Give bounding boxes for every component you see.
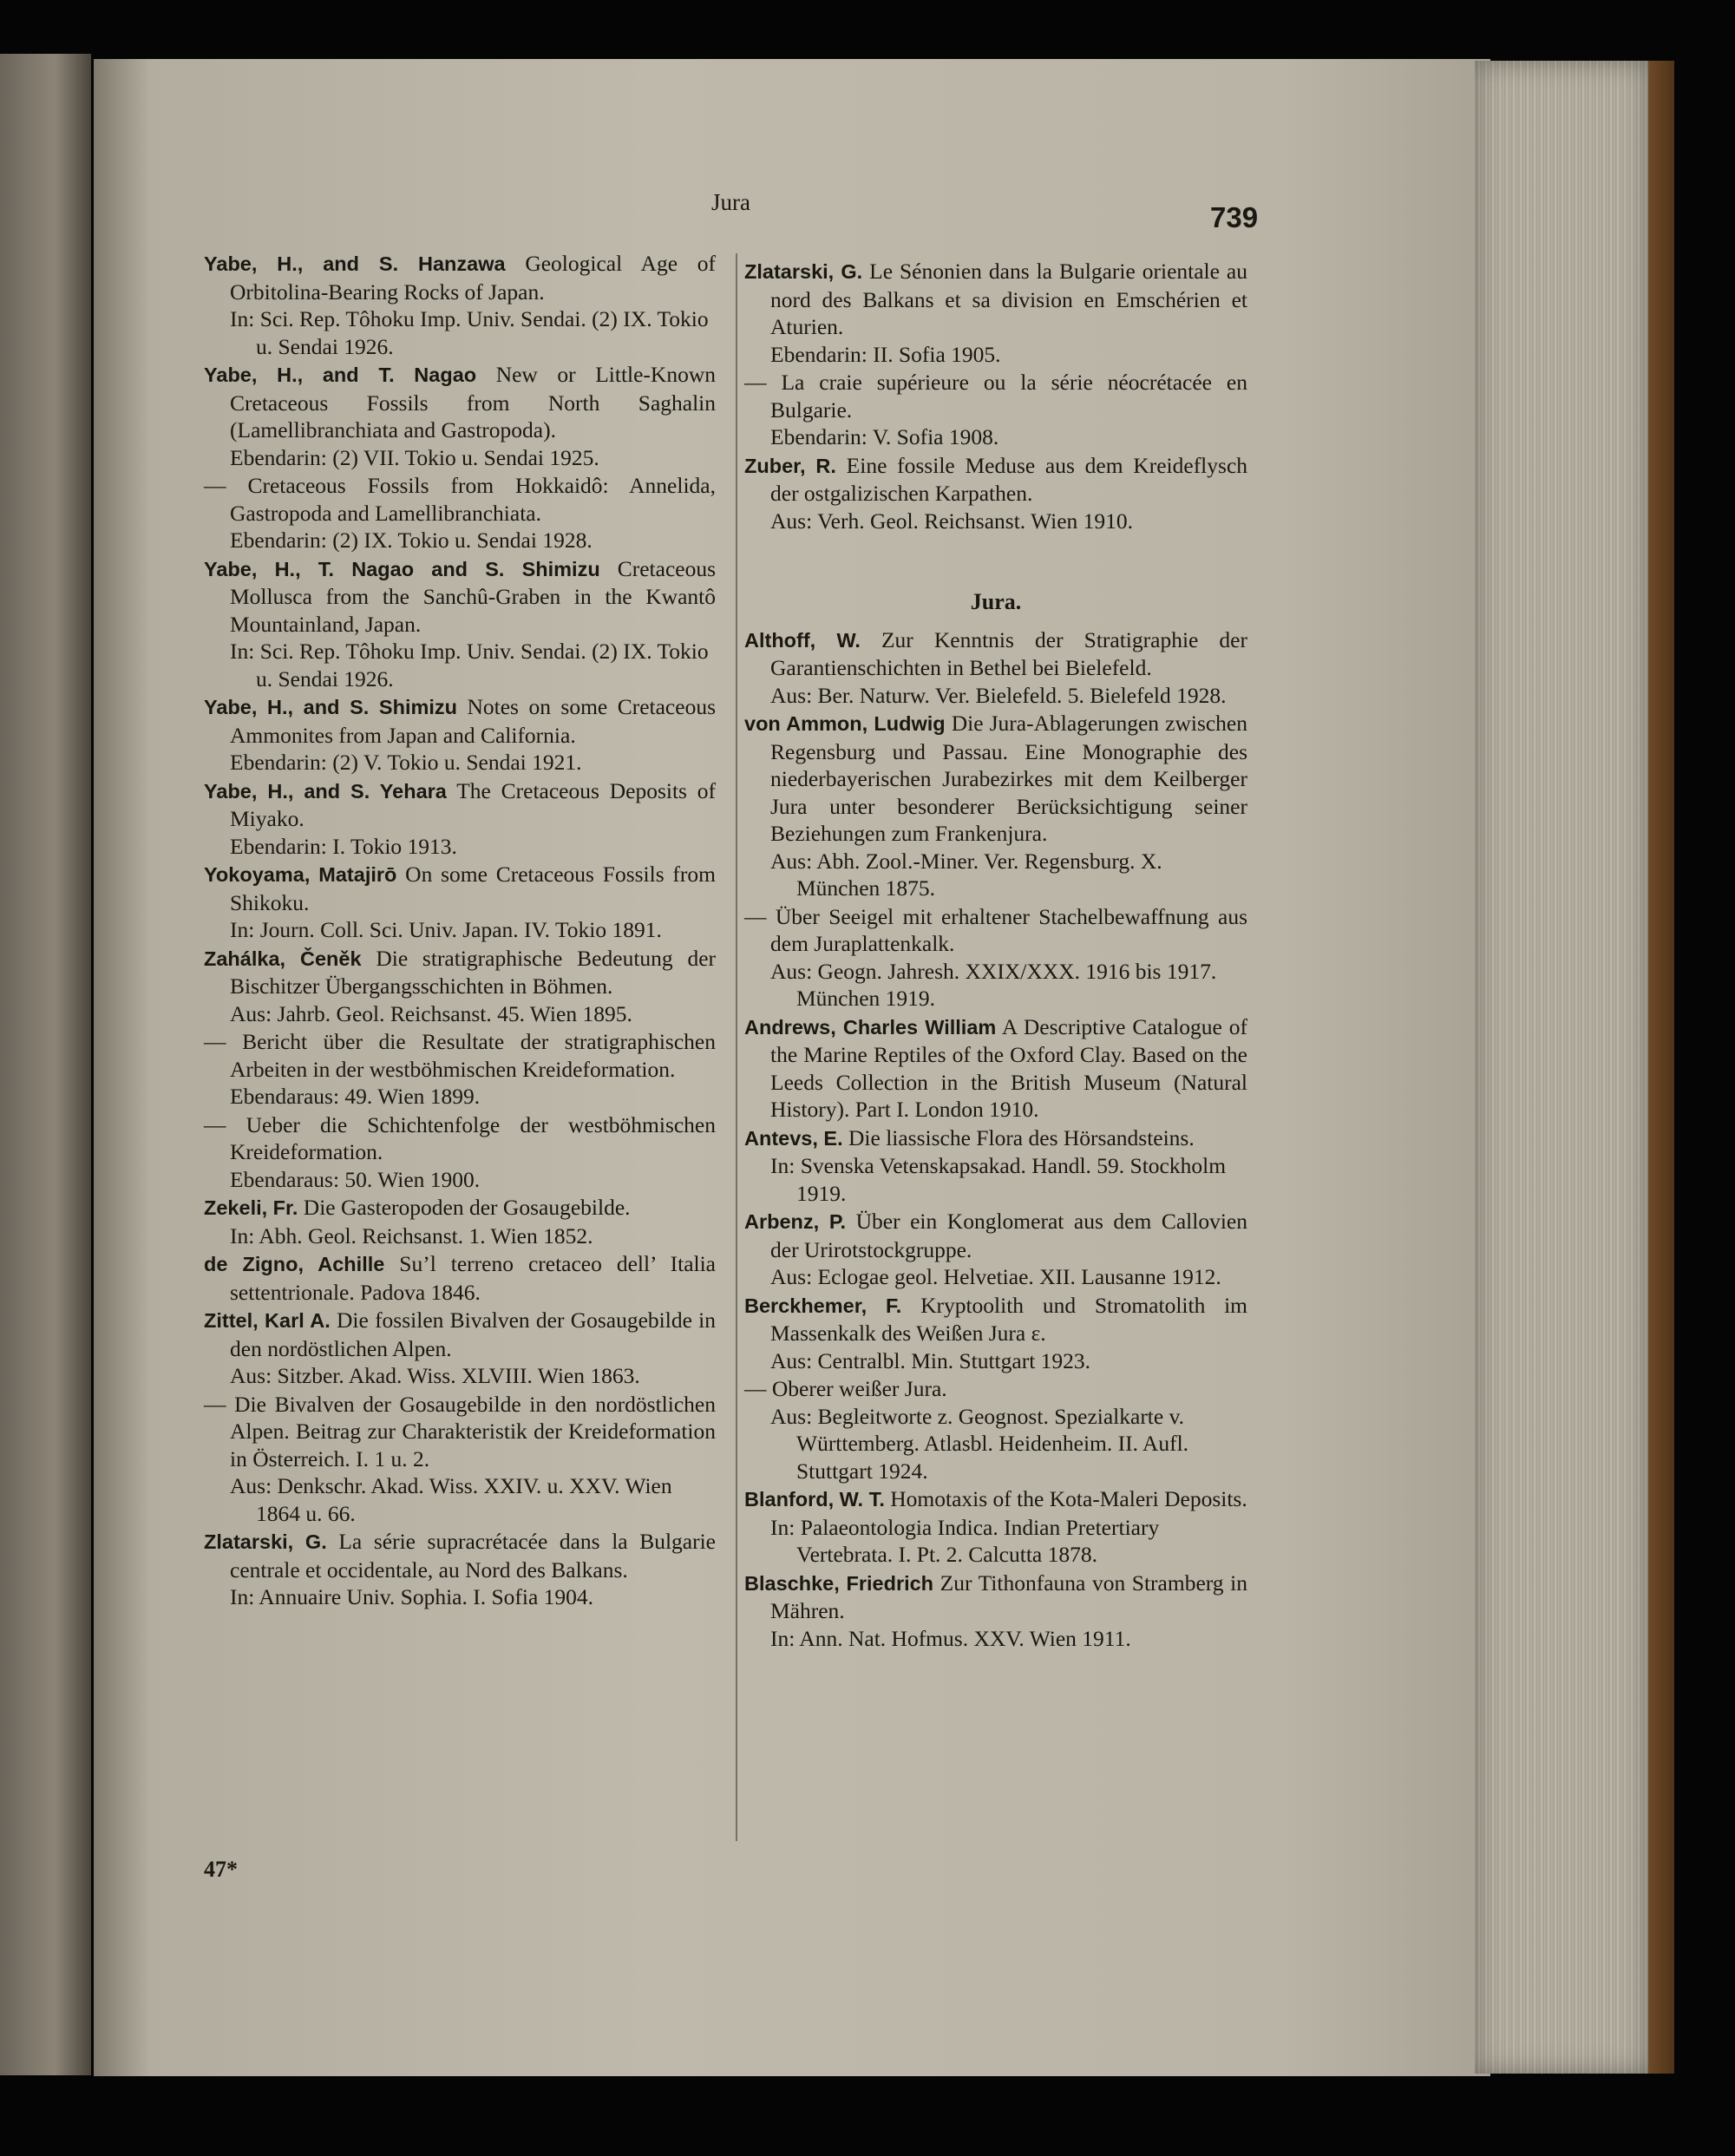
entry-main-line [744, 1292, 1247, 1347]
bibliography-entry [204, 1111, 716, 1194]
bibliography-entry [204, 777, 716, 861]
entry-main-line [204, 472, 716, 527]
entry-title: The Cretaceous Deposits of Miyako. [230, 777, 716, 831]
bibliography-entry [204, 361, 716, 471]
entry-main-line [744, 903, 1247, 958]
entry-author: — [204, 473, 226, 498]
entry-main-line [204, 555, 716, 639]
entry-main-line [744, 626, 1247, 682]
entry-publication: Ebendarin: (2) V. Tokio u. Sendai 1921. [230, 750, 582, 775]
entry-main-line [204, 250, 716, 305]
entry-publication: Ebendaraus: 49. Wien 1899. [230, 1084, 481, 1109]
running-head: Jura [711, 189, 750, 215]
entry-title: Le Sénonien dans la Bulgarie orientale au nord des Balkans et sa division en Emschérien et Aturien. [770, 259, 1248, 339]
entry-title: Ueber die Schichtenfolge der westböhmischen Kreideformation. [230, 1111, 717, 1164]
entry-title: Cretaceous Mollusca from the Sanchû-Graben in the Kwantô Mountainland, Japan. [230, 555, 716, 637]
entry-publication: In: Annuaire Univ. Sophia. I. Sofia 1904. [230, 1584, 594, 1609]
entry-main-line [204, 693, 716, 749]
section-title: Jura. [970, 589, 1022, 614]
entry-title: Zur Tithonfauna von Stramberg in Mähren. [770, 1569, 1247, 1623]
entry-main-line [744, 710, 1247, 848]
entry-title: Die stratigraphische Bedeutung der Bischitzer Übergangsschichten in Böhmen. [230, 945, 716, 999]
entry-title: Oberer weißer Jura. [771, 1376, 947, 1401]
bibliography-entry [204, 693, 716, 777]
entry-publication: Ebendarin: (2) IX. Tokio u. Sendai 1928. [230, 528, 593, 553]
entry-title: Eine fossile Meduse aus dem Kreideflysch der ostgalizischen Karpathen. [770, 452, 1248, 506]
bibliography-entry [204, 1194, 716, 1249]
entry-author: Berckhemer, F. [744, 1294, 902, 1317]
entry-author: Antevs, E. [744, 1126, 843, 1150]
bibliography-entry [744, 452, 1247, 535]
entry-main-line [204, 1194, 716, 1222]
bibliography-entry [204, 1250, 716, 1306]
entry-title: Kryptoolith und Stromatolith im Massenkalk des Weißen Jura ε. [770, 1292, 1248, 1346]
entry-author: — [744, 370, 767, 395]
bibliography-entry [204, 1028, 716, 1111]
bibliography-entry [744, 710, 1247, 902]
entry-author: Blanford, W. T. [744, 1488, 885, 1511]
entry-main-line [204, 861, 716, 916]
entry-publication: Aus: Geogn. Jahresh. XXIX/XXX. 1916 bis 1917. München 1919. [770, 958, 1217, 1011]
bibliography-entry [204, 1391, 716, 1528]
entry-publication: Aus: Eclogae geol. Helvetiae. XII. Lausanne 1912. [770, 1264, 1221, 1289]
entry-publication: Aus: Abh. Zool.-Miner. Ver. Regensburg. X. München 1875. [770, 848, 1162, 901]
bibliography-entry [744, 626, 1247, 710]
entry-author: Zlatarski, G. [744, 260, 863, 283]
entry-main-line [744, 258, 1247, 341]
entry-main-line [744, 1124, 1247, 1153]
entry-main-line [204, 1028, 716, 1083]
entry-author: Yokoyama, Matajirō [204, 863, 397, 886]
bibliography-entry [744, 369, 1247, 451]
entry-author: de Zigno, Achille [204, 1253, 385, 1275]
entry-publication: Aus: Jahrb. Geol. Reichsanst. 45. Wien 1895. [230, 1000, 632, 1026]
entry-publication: In: Svenska Vetenskapsakad. Handl. 59. Stockholm 1919. [770, 1153, 1227, 1206]
entry-author: Yabe, H., and S. Yehara [204, 779, 447, 803]
entry-author: — [204, 1029, 226, 1054]
entry-main-line [744, 1569, 1247, 1625]
entry-author: — [744, 903, 767, 929]
bibliography-entry [204, 555, 716, 693]
entry-publication: Aus: Verh. Geol. Reichsanst. Wien 1910. [770, 508, 1134, 534]
entry-publication: Ebendarin: V. Sofia 1908. [770, 424, 999, 449]
right-column [744, 258, 1247, 1653]
entry-publication: Ebendarin: II. Sofia 1905. [770, 341, 1001, 367]
entry-main-line [204, 777, 716, 833]
entry-title: Su’l terreno cretaceo dell’ Italia settentrionale. Padova 1846. [230, 1251, 717, 1305]
bibliography-entry [204, 945, 716, 1028]
entry-publication: Aus: Begleitworte z. Geognost. Spezialkarte v. Württemberg. Atlasbl. Heidenheim. II. Aufl. Stuttgart 1924. [770, 1403, 1189, 1484]
bibliography-entry [744, 1208, 1247, 1291]
bibliography-entry [744, 1124, 1247, 1208]
entry-title: Die Jura-Ablagerungen zwischen Regensburg und Passau. Eine Monographie des niederbayerischen Jurabezirkes mit dem Keilberger Jura unter besonderer Berücksichtigung seiner Beziehungen zum Frankenjura. [770, 711, 1248, 846]
entry-main-line [744, 1208, 1247, 1263]
entry-title: Bericht über die Resultate der stratigraphischen Arbeiten in der westböhmischen Kreideformation. [230, 1029, 716, 1082]
entry-author: — [204, 1391, 226, 1417]
entry-author: Andrews, Charles William [744, 1015, 997, 1039]
bibliography-entry [204, 1528, 716, 1611]
bibliography-entry [744, 1569, 1247, 1653]
bibliography-entry [204, 861, 716, 944]
entry-title: La série supracrétacée dans la Bulgarie centrale et occidentale, au Nord des Balkans. [230, 1529, 717, 1583]
entry-author: Yabe, H., T. Nagao and S. Shimizu [204, 557, 600, 580]
entry-title: Geological Age of Orbitolina-Bearing Rocks of Japan. [230, 251, 717, 305]
entry-main-line [744, 1485, 1247, 1514]
left-page-edge [0, 54, 91, 2075]
bibliography-entry [744, 258, 1247, 368]
entry-author: Yabe, H., and T. Nagao [204, 364, 477, 386]
bibliography-entry [744, 1292, 1247, 1375]
entry-author: Zuber, R. [744, 454, 836, 477]
entry-title: Die liassische Flora des Hörsandsteins. [848, 1124, 1195, 1150]
entry-author: Zekeli, Fr. [204, 1196, 298, 1219]
entry-publication: Aus: Sitzber. Akad. Wiss. XLVIII. Wien 1863. [230, 1363, 640, 1388]
entry-title: Die Bivalven der Gosaugebilde in den nordöstlichen Alpen. Beitrag zur Charakteristik der Kreideformation in Österreich. I. 1 u. 2. [230, 1391, 716, 1471]
bibliography-entry [744, 1013, 1247, 1124]
signature-mark: 47* [204, 1857, 238, 1882]
entry-title: New or Little-Known Cretaceous Fossils from North Saghalin (Lamellibranchiata and Gastropoda). [230, 362, 717, 442]
entry-title: Die Gasteropoden der Gosaugebilde. [303, 1195, 631, 1220]
entry-author: Blaschke, Friedrich [744, 1571, 934, 1595]
entry-main-line [204, 945, 716, 1000]
entry-title: La craie supérieure ou la série néocrétacée en Bulgarie. [770, 370, 1247, 423]
entry-main-line [204, 1250, 716, 1306]
entry-author: Zlatarski, G. [204, 1530, 327, 1553]
entry-title: Über ein Konglomerat aus dem Callovien der Urirotstockgruppe. [770, 1209, 1248, 1262]
left-column [204, 250, 716, 1612]
entry-main-line [204, 1391, 716, 1473]
entry-publication: Ebendarin: (2) VII. Tokio u. Sendai 1925. [230, 444, 599, 470]
bibliography-entry [204, 250, 716, 360]
jura-entries [744, 626, 1247, 1653]
bibliography-entry [744, 1485, 1247, 1569]
bibliography-entry [744, 903, 1247, 1012]
entry-author: Yabe, H., and S. Hanzawa [204, 252, 506, 275]
entry-main-line [744, 369, 1247, 423]
entry-author: — [744, 1376, 767, 1401]
book-cover-edge [1648, 61, 1674, 2074]
entry-title: Homotaxis of the Kota-Maleri Deposits. [890, 1486, 1247, 1511]
entry-publication: In: Sci. Rep. Tôhoku Imp. Univ. Sendai. (2) IX. Tokio u. Sendai 1926. [230, 639, 709, 691]
entry-title: Über Seeigel mit erhaltener Stachelbewaffnung aus dem Juraplattenkalk. [770, 903, 1247, 956]
entry-main-line [204, 1528, 716, 1583]
entry-publication: In: Sci. Rep. Tôhoku Imp. Univ. Sendai. (2) IX. Tokio u. Sendai 1926. [230, 306, 709, 359]
entry-title: A Descriptive Catalogue of the Marine Reptiles of the Oxford Clay. Based on the Leeds Collection in the British Museum (Natural History). Part I. London 1910. [770, 1013, 1247, 1122]
page-stack-edges [1475, 61, 1648, 2074]
bibliography-entry [204, 1307, 716, 1390]
column-divider [736, 253, 737, 1841]
bibliography-entry [744, 1375, 1247, 1484]
entry-publication: In: Ann. Nat. Hofmus. XXV. Wien 1911. [770, 1625, 1131, 1651]
entry-main-line [204, 1307, 716, 1362]
entry-publication: Ebendarin: I. Tokio 1913. [230, 833, 457, 859]
entry-author: Yabe, H., and S. Shimizu [204, 696, 457, 718]
entry-title: On some Cretaceous Fossils from Shikoku. [230, 862, 716, 915]
entry-publication: Aus: Ber. Naturw. Ver. Bielefeld. 5. Bielefeld 1928. [770, 682, 1227, 708]
entry-author: Zahálka, Čeněk [204, 947, 362, 970]
entry-author: — [204, 1111, 226, 1137]
entry-main-line [204, 1111, 716, 1166]
entry-publication: Ebendaraus: 50. Wien 1900. [230, 1166, 481, 1192]
entry-publication: Aus: Denkschr. Akad. Wiss. XXIV. u. XXV. Wien 1864 u. 66. [230, 1473, 672, 1526]
entry-main-line [204, 361, 716, 444]
bibliography-entry [204, 472, 716, 554]
entry-title: Cretaceous Fossils from Hokkaidô: Annelida, Gastropoda and Lamellibranchiata. [230, 473, 716, 526]
entry-publication: In: Journ. Coll. Sci. Univ. Japan. IV. Tokio 1891. [230, 917, 662, 942]
right-column-top-entries [744, 258, 1247, 534]
entry-author: Zittel, Karl A. [204, 1309, 331, 1332]
entry-publication: Aus: Centralbl. Min. Stuttgart 1923. [770, 1347, 1091, 1373]
entry-publication: In: Abh. Geol. Reichsanst. 1. Wien 1852. [230, 1222, 593, 1248]
entry-main-line [744, 1375, 1247, 1403]
entry-author: Arbenz, P. [744, 1210, 847, 1233]
entry-main-line [744, 452, 1247, 508]
entry-main-line [744, 1013, 1247, 1124]
page-number: 739 [1210, 201, 1259, 233]
entry-publication: In: Palaeontologia Indica. Indian Pretertiary Vertebrata. I. Pt. 2. Calcutta 1878. [770, 1514, 1160, 1567]
entry-title: Die fossilen Bivalven der Gosaugebilde in den nordöstlichen Alpen. [230, 1307, 716, 1361]
entry-author: von Ammon, Ludwig [744, 712, 946, 735]
entry-author: Althoff, W. [744, 628, 861, 652]
entry-title: Notes on some Cretaceous Ammonites from Japan and California. [230, 694, 716, 748]
entry-title: Zur Kenntnis der Stratigraphie der Garantienschichten in Bethel bei Bielefeld. [770, 626, 1247, 680]
